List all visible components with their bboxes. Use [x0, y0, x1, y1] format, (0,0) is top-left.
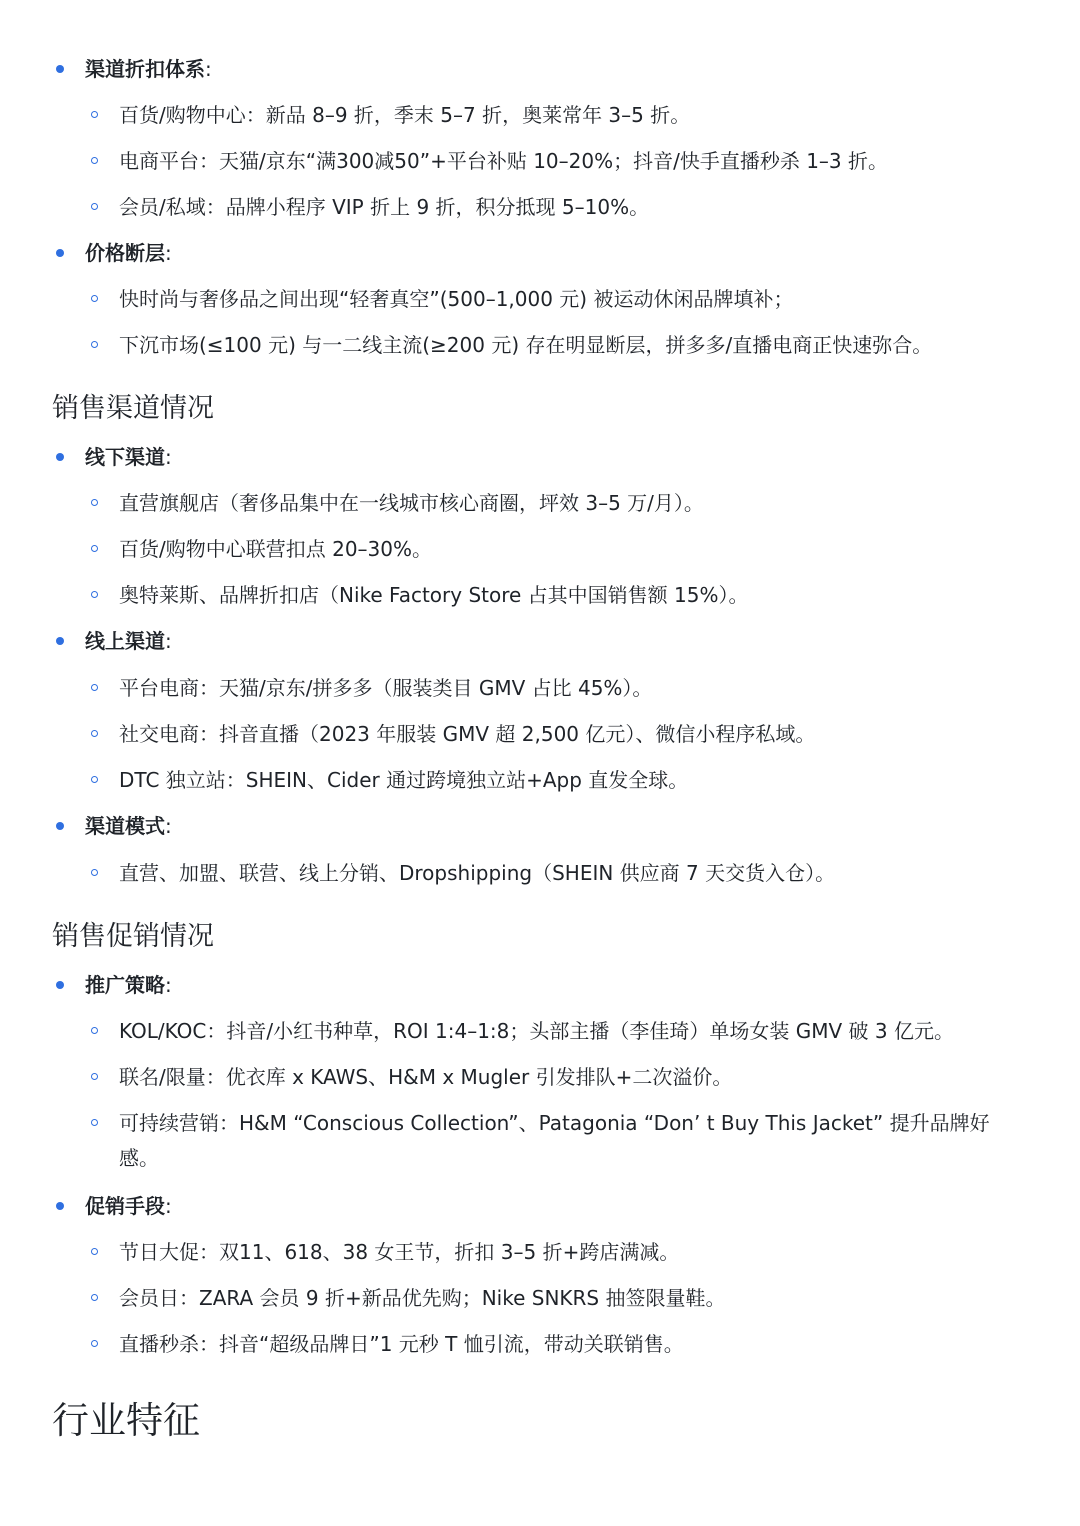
circle-bullet-icon [91, 869, 98, 876]
sub-list-item: 平台电商：天猫/京东/拼多多（服装类目 GMV 占比 45%）。 [0, 675, 1080, 701]
list-item-label: 价格断层 [85, 241, 165, 265]
circle-bullet-icon [91, 1027, 98, 1034]
circle-bullet-icon [91, 1340, 98, 1347]
circle-bullet-icon [91, 1248, 98, 1255]
sub-list-item: 联名/限量：优衣库 x KAWS、H&M x Mugler 引发排队+二次溢价。 [0, 1064, 1080, 1090]
circle-bullet-icon [91, 545, 98, 552]
circle-bullet-icon [91, 591, 98, 598]
circle-bullet-icon [91, 1073, 98, 1080]
circle-bullet-icon [91, 111, 98, 118]
bullet-icon [56, 249, 64, 257]
circle-bullet-icon [91, 499, 98, 506]
circle-bullet-icon [91, 730, 98, 737]
bullet-icon [56, 65, 64, 73]
sub-list-item: 可持续营销：H&M “Conscious Collection”、Patagonia “Don’ t Buy This Jacket” 提升品牌好感。 [0, 1106, 1020, 1176]
circle-bullet-icon [91, 341, 98, 348]
circle-bullet-icon [91, 684, 98, 691]
sub-list-item: 社交电商：抖音直播（2023 年服装 GMV 超 2,500 亿元）、微信小程序私域。 [0, 721, 1080, 747]
list-item-label: 推广策略 [85, 973, 165, 997]
sub-list-item: KOL/KOC：抖音/小红书种草，ROI 1:4–1:8；头部主播（李佳琦）单场女装 GMV 破 3 亿元。 [0, 1018, 1080, 1044]
list-item: 渠道模式: [0, 813, 1080, 839]
list-item: 推广策略: [0, 972, 1080, 998]
section-heading: 销售促销情况 [52, 921, 214, 952]
sub-list-item: 直营、加盟、联营、线上分销、Dropshipping（SHEIN 供应商 7 天交货入仓）。 [0, 860, 1080, 886]
circle-bullet-icon [91, 295, 98, 302]
sub-list-item: 奥特莱斯、品牌折扣店（Nike Factory Store 占其中国销售额 15%）。 [0, 582, 1080, 608]
list-item: 价格断层: [0, 240, 1080, 266]
bullet-icon [56, 637, 64, 645]
circle-bullet-icon [91, 1294, 98, 1301]
circle-bullet-icon [91, 1119, 98, 1126]
section-heading: 销售渠道情况 [52, 393, 214, 424]
sub-list-item: 节日大促：双11、618、38 女王节，折扣 3–5 折+跨店满减。 [0, 1239, 1080, 1265]
sub-list-item: 快时尚与奢侈品之间出现“轻奢真空”(500–1,000 元) 被运动休闲品牌填补； [0, 286, 1080, 312]
circle-bullet-icon [91, 203, 98, 210]
sub-list-item: 百货/购物中心联营扣点 20–30%。 [0, 536, 1080, 562]
sub-list-item: DTC 独立站：SHEIN、Cider 通过跨境独立站+App 直发全球。 [0, 767, 1080, 793]
sub-list-item: 直播秒杀：抖音“超级品牌日”1 元秒 T 恤引流，带动关联销售。 [0, 1331, 1080, 1357]
sub-list-item: 会员日：ZARA 会员 9 折+新品优先购；Nike SNKRS 抽签限量鞋。 [0, 1285, 1080, 1311]
sub-list-item: 会员/私域：品牌小程序 VIP 折上 9 折，积分抵现 5–10%。 [0, 194, 1080, 220]
list-item-label: 线上渠道 [85, 629, 165, 653]
bullet-icon [56, 981, 64, 989]
circle-bullet-icon [91, 157, 98, 164]
list-item-label: 渠道折扣体系 [85, 57, 205, 81]
circle-bullet-icon [91, 776, 98, 783]
list-item: 渠道折扣体系: [0, 56, 1080, 82]
bullet-icon [56, 822, 64, 830]
list-item-label: 渠道模式 [85, 814, 165, 838]
sub-list-item: 电商平台：天猫/京东“满300减50”+平台补贴 10–20%；抖音/快手直播秒杀 1–3 折。 [0, 148, 1080, 174]
sub-list-item: 直营旗舰店（奢侈品集中在一线城市核心商圈，坪效 3–5 万/月）。 [0, 490, 1080, 516]
bullet-icon [56, 1202, 64, 1210]
list-item: 线下渠道: [0, 444, 1080, 470]
chapter-heading: 行业特征 [52, 1399, 200, 1442]
list-item-label: 促销手段 [85, 1194, 165, 1218]
list-item-label: 线下渠道 [85, 445, 165, 469]
list-item: 线上渠道: [0, 628, 1080, 654]
bullet-icon [56, 453, 64, 461]
sub-list-item: 百货/购物中心：新品 8–9 折，季末 5–7 折，奥莱常年 3–5 折。 [0, 102, 1080, 128]
list-item: 促销手段: [0, 1193, 1080, 1219]
sub-list-item: 下沉市场(≤100 元) 与一二线主流(≥200 元) 存在明显断层，拼多多/直播电商正快速弥合。 [0, 332, 1080, 358]
